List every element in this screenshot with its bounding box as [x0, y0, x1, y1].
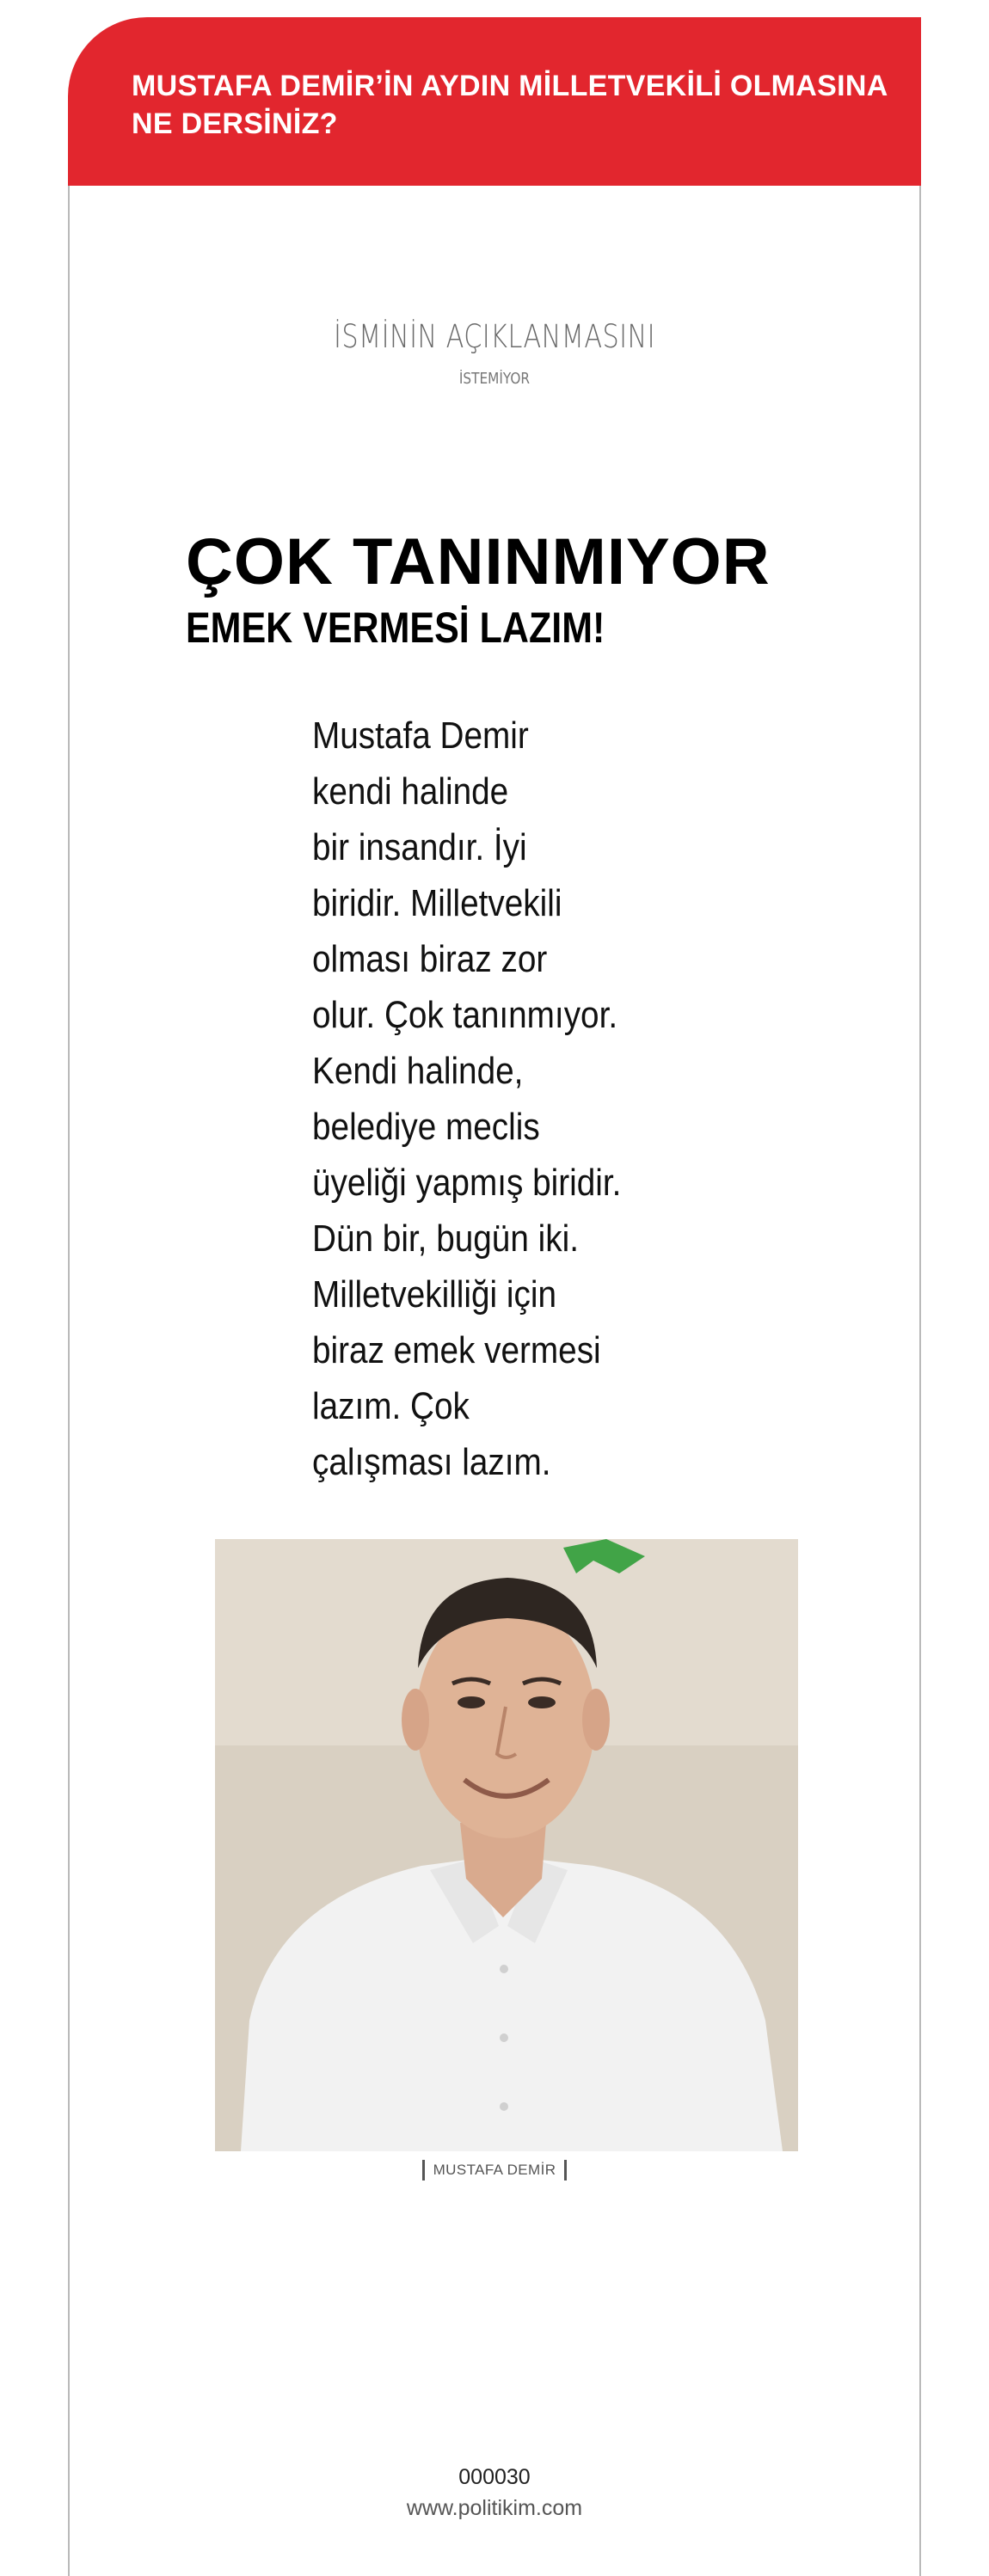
shirt-button: [500, 2033, 508, 2042]
eye-left: [458, 1696, 485, 1708]
shirt-button: [500, 2102, 508, 2111]
body-line: Mustafa Demir: [312, 715, 529, 757]
body-line: bir insandır. İyi: [312, 826, 527, 868]
body-line: olur. Çok tanınmıyor.: [312, 994, 618, 1036]
frame-line-left: [68, 181, 70, 2576]
header-banner: [68, 17, 921, 186]
body-line: biraz emek vermesi: [312, 1329, 601, 1371]
footer-url[interactable]: www.politikim.com: [406, 2496, 583, 2520]
body-line: olması biraz zor: [312, 938, 548, 980]
photo-caption-text: MUSTAFA DEMİR: [422, 2160, 568, 2180]
body-line: Milletvekilliği için: [312, 1273, 557, 1316]
ear-left: [402, 1689, 429, 1751]
subheadline: EMEK VERMESİ LAZIM!: [186, 604, 605, 652]
body-text: [312, 708, 759, 1490]
body-line: biridir. Milletvekili: [312, 882, 562, 924]
portrait-photo: [215, 1539, 798, 2151]
headline: ÇOK TANINMIYOR: [186, 525, 771, 598]
eye-right: [528, 1696, 556, 1708]
frame-line-right: [919, 181, 921, 2576]
body-line: lazım. Çok: [312, 1385, 470, 1427]
body-line: üyeliği yapmış biridir.: [312, 1162, 622, 1204]
body-line: çalışması lazım.: [312, 1441, 551, 1483]
body-line: kendi halinde: [312, 770, 509, 813]
source-name: İSMİNİN AÇIKLANMASINI: [333, 318, 655, 355]
source-sub: İSTEMİYOR: [458, 370, 531, 388]
body-line: Kendi halinde,: [312, 1050, 524, 1092]
body-line: belediye meclis: [312, 1106, 540, 1148]
footer-number: 000030: [458, 2465, 531, 2489]
body-line: Dün bir, bugün iki.: [312, 1217, 579, 1260]
photo-caption: [0, 2160, 989, 2180]
header-title: MUSTAFA DEMİR’İN AYDIN MİLLETVEKİLİ OLMASINA NE DERSİNİZ?: [132, 70, 888, 140]
portrait-illustration: [215, 1539, 798, 2151]
ear-right: [582, 1689, 610, 1751]
shirt-button: [500, 1965, 508, 1973]
